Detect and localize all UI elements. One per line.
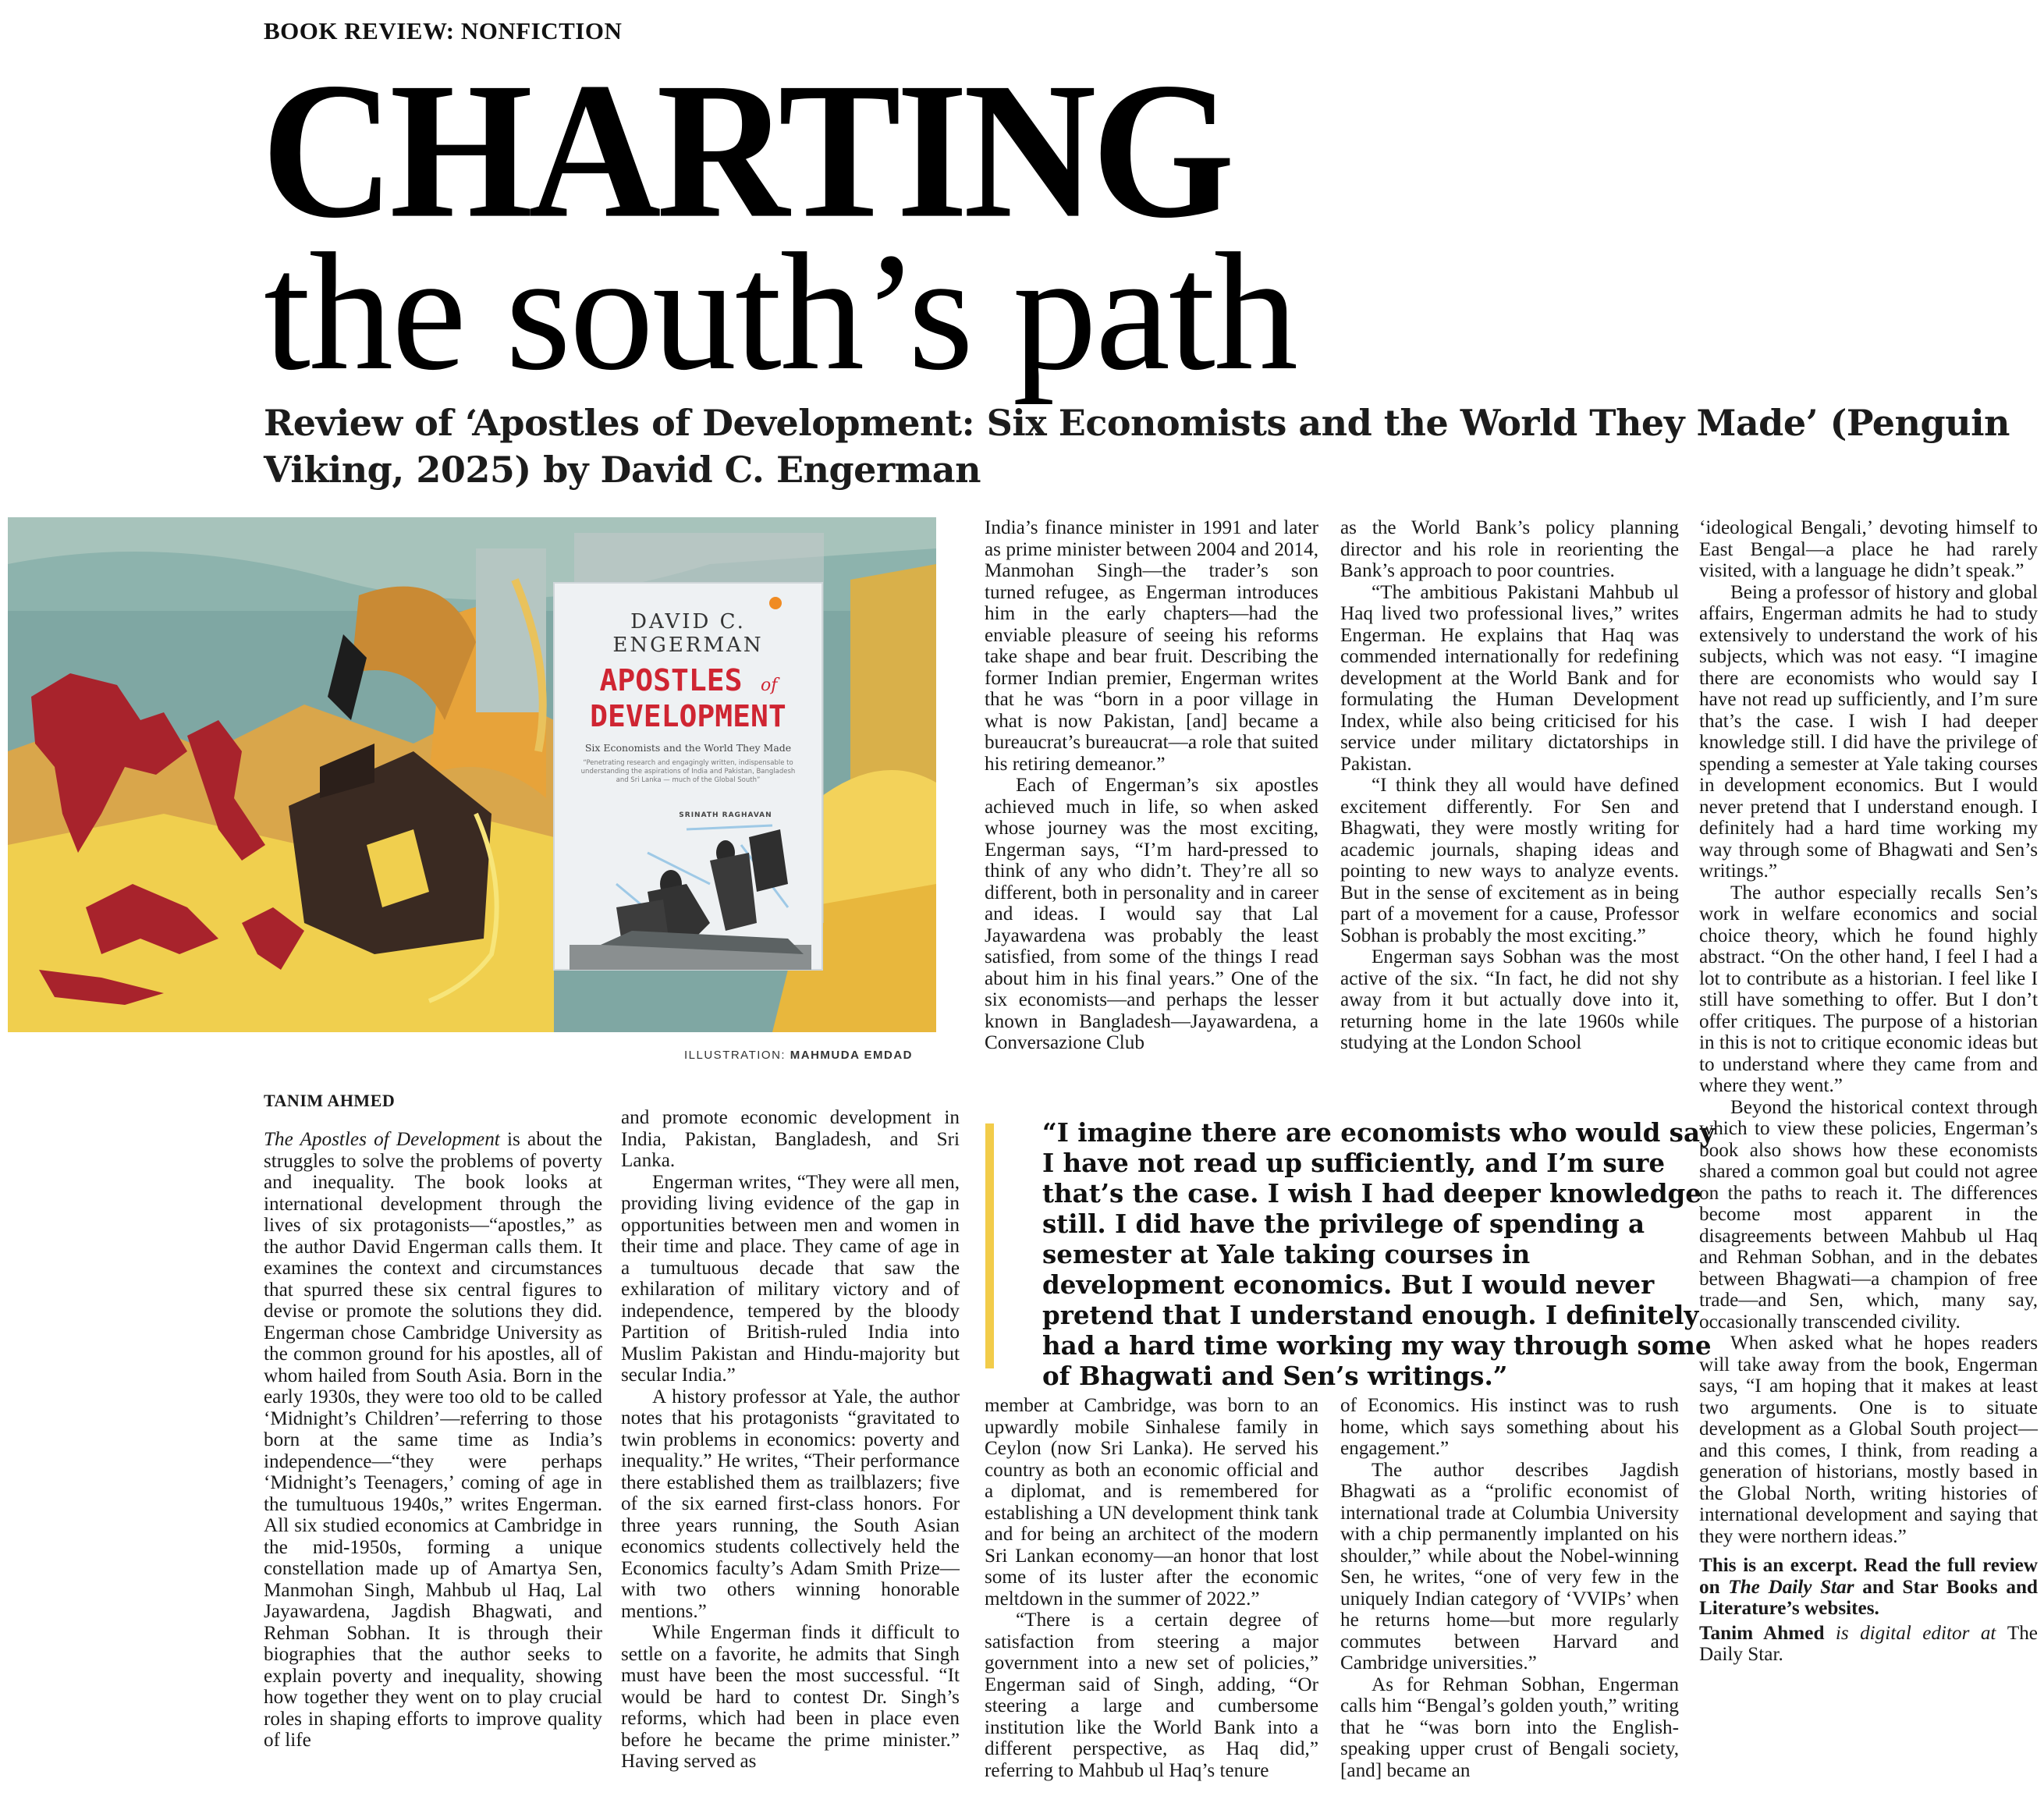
credit-name: MAHMUDA EMDAD: [790, 1049, 914, 1062]
book-title-italic: The Apostles of Development: [264, 1129, 500, 1150]
excerpt-note: [1699, 1555, 2038, 1620]
col3-paragraph-2: Each of Engerman’s six apostles achieved much in life, so when asked whose journey was the most exciting, Engerman says, “I’m hard-pressed to think of any who didn’t. They’re all so different, both in personality and in career and ideas. I would say that Lal Jayawardena was probably the least satisfied, from some of the things I read about him in his final years.” One of the six economists—and perhaps the lesser known in Bangladesh—Jayawardena, a Conversazione Club: [985, 775, 1318, 1053]
section-label: BOOK REVIEW: NONFICTION: [264, 17, 623, 44]
bio-publication: The Daily Star.: [1699, 1622, 2038, 1665]
cover-blurb-by: SRINATH RAGHAVAN: [679, 811, 772, 819]
excerpt-text-c: and Star Books and Literature’s websites.: [1699, 1576, 2039, 1619]
col2-paragraph-2: Engerman writes, “They were all men, providing living evidence of the gap in opportunities between men and women in their time and place. They came of age in a tumultuous decade that saw the exhilaration of military victory and of independence, tempered by the bloody Partition of British-ruled India into Muslim Pakistan and Hindu-majority but secular India.”: [621, 1171, 960, 1386]
col4b-paragraph-1: of Economics. His instinct was to rush home, which says something about his engagement.”: [1340, 1395, 1679, 1459]
article-column-2: [621, 1107, 960, 1773]
col4-paragraph-4: Engerman says Sobhan was the most active of the six. “In fact, he did not shy away from it but actually dove into it, returning home in the late 1960s while studying at the London School: [1340, 946, 1679, 1053]
col4-paragraph-1: as the World Bank’s policy planning director and his role in reorienting the Bank’s approach to poor countries.: [1340, 517, 1679, 581]
col4b-paragraph-3: As for Rehman Sobhan, Engerman calls him “Bengal’s golden youth,” writing that he “was born into the English-speaking upper crust of Bengali society, [and] became an: [1340, 1674, 1679, 1781]
cover-subtitle: Six Economists and the World They Made: [584, 742, 792, 754]
cover-title-of: of: [761, 676, 778, 695]
article-column-4-top: [1340, 517, 1679, 1054]
illustration-credit: [684, 1049, 913, 1062]
illustration: [8, 517, 936, 1032]
subheadline: Review of ‘Apostles of Development: Six Economists and the World They Made’ (Penguin Viking, 2025) by David C. Engerman: [264, 402, 2010, 491]
author-bio: [1699, 1623, 2038, 1666]
col5-paragraph-2: Being a professor of history and global affairs, Engerman admits he had to study extensively to understand the work of his subjects, which was not easy. “I imagine there are economists who would say I have not read up sufficiently, and I’m sure that’s the case. I wish I had deeper knowledge still. I did have the privilege of spending a semester at Yale taking courses in development economics. But I would never pretend that I understand enough. I definitely had a hard time working my way through some of Bhagwati and Sen’s writings.”: [1699, 581, 2038, 882]
article-column-1: [264, 1129, 602, 1752]
col4b-paragraph-2: The author describes Jagdish Bhagwati as a “prolific economist of international trade at Columbia University with a chip permanently implanted on his shoulder,” while about the Nobel-winning Sen, he writes, “one of very few in the uniquely Indian category of ‘VVIPs’ when he returns home—but more regularly commutes between Harvard and Cambridge universities.”: [1340, 1459, 1679, 1674]
illustration-artwork: [8, 517, 936, 1032]
col3-paragraph-1: India’s finance minister in 1991 and later as prime minister between 2004 and 2014, Manmohan Singh—the trader’s son turned refugee, as Engerman introduces him in the early chapters—had the enviable pleasure of seeing his reforms take shape and bear fruit. Describing the former Indian premier, Engerman writes that he was “born in a poor village in what is now Pakistan, [and] became a bureaucrat’s bureaucrat—a role that suited his retiring demeanor.”: [985, 517, 1318, 775]
cover-author-line-2: ENGERMAN: [612, 634, 764, 657]
credit-label: ILLUSTRATION:: [684, 1049, 786, 1062]
article-column-5: [1699, 517, 2038, 1666]
col2-paragraph-4: While Engerman finds it difficult to settle on a favorite, he admits that Singh must have been the most successful. “It would be hard to contest Dr. Singh’s reforms, which had been in place even before he became the prime minister.” Having served as: [621, 1622, 960, 1772]
article-column-4-bottom: [1340, 1395, 1679, 1781]
col1-paragraph: [264, 1129, 602, 1752]
col2-paragraph-3: A history professor at Yale, the author notes that his protagonists “gravitated to twin problems in economics: poverty and inequality.” He writes, “Their performance there established them as trailblazers; five of the six earned first-class honors. For three years running, the South Asian economics students collectively held the Economics faculty’s Adam Smith Prize—with two others winning honorable mentions.”: [621, 1386, 960, 1622]
pull-quote: “I imagine there are economists who would say I have not read up sufficiently, and I’m sure that’s the case. I wish I had deeper knowledge still. I did have the privilege of spending a semester at Yale taking courses in development economics. But I would never pretend that I understand enough. I definitely had a hard time working my way through some of Bhagwati and Sen’s writings.”: [1042, 1117, 1715, 1391]
byline: TANIM AHMED: [264, 1091, 396, 1110]
bio-role: is digital editor at: [1824, 1622, 2007, 1644]
cover-title-line-1: APOSTLES: [599, 663, 743, 697]
article-column-3-top: [985, 517, 1318, 1054]
col5-paragraph-4: Beyond the historical context through which to view these policies, Engerman’s book also shows how these economists shared a common goal but could not agree on the paths to reach it. The differences become most apparent in the disagreements between Mahbub ul Haq and Rehman Sobhan, and in the debates between Bhagwati—a champion of free trade—and Sen, which, many say, occasionally transcended civility.: [1699, 1096, 2038, 1333]
cover-blurb: “Penetrating research and engagingly written, indispensable to understanding the aspirations of India and Pakistan, Bangladesh and Sri Lanka — much of the Global South”: [580, 759, 796, 784]
col3b-paragraph-1: member at Cambridge, was born to an upwardly mobile Sinhalese family in Ceylon (now Sri Lanka). He served his country as both an economic official and a diplomat, and is remembered for establishing a UN development think tank and for being an architect of the modern Sri Lankan economy—an honor that lost some of its luster after the economic meltdown in the summer of 2022.”: [985, 1395, 1318, 1610]
col4-paragraph-3: “I think they all would have defined excitement differently. For Sen and Bhagwati, they were mostly writing for academic journals, shaping ideas and pointing to new ways to analyze events. But in the sense of excitement as in being part of a movement for a cause, Professor Sobhan is probably the most exciting.”: [1340, 775, 1679, 946]
pull-quote-bar: [985, 1123, 994, 1368]
col3b-paragraph-2: “There is a certain degree of satisfaction from steering a major government into a new set of policies,” Engerman said of Singh, adding, “Or steering a large and cumbersome institution like the World Bank into a different perspective, as Haq did,” referring to Mahbub ul Haq’s tenure: [985, 1610, 1318, 1781]
excerpt-text-a: This is an excerpt. Read the full review on: [1699, 1555, 2038, 1598]
col2-paragraph-1: and promote economic development in India, Pakistan, Bangladesh, and Sri Lanka.: [621, 1107, 960, 1171]
bio-name: Tanim Ahmed: [1699, 1622, 1825, 1644]
col5-paragraph-5: When asked what he hopes readers will take away from the book, Engerman says, “I am hoping that it makes at least two arguments. One is to situate development as a Global South project—and this comes, I think, from reading a generation of historians, mostly based in the Global North, writing histories of international development and saying that they were northern ideas.”: [1699, 1333, 2038, 1547]
article-column-3-bottom: [985, 1395, 1318, 1781]
col1-text: is about the struggles to solve the problems of poverty and inequality. The book looks at international development through the lives of six protagonists—“apostles,” as the author David Engerman calls them. It examines the context and circumstances that spurred these six central figures to devise or promote the solutions they did. Engerman chose Cambridge University as the common ground for his apostles, all of whom hailed from South Asia. Born in the early 1930s, they were too old to be called ‘Midnight’s Children’—referring to those born at the same time as India’s independence—“they were perhaps ‘Midnight’s Teenagers,’ coming of age in the tumultuous 1940s,” writes Engerman. All six studied economics at Cambridge in the mid-1950s, forming a unique constellation made up of Amartya Sen, Manmohan Singh, Mahbub ul Haq, Lal Jayawardena, Jagdish Bhagwati, and Rehman Sobhan. It is through their biographies that the author seeks to explain poverty and inequality, showing how together they went on to play crucial roles in shaping efforts to improve quality of life: [264, 1129, 602, 1751]
cover-author-line-1: DAVID C.: [630, 610, 746, 634]
excerpt-publication: The Daily Star: [1728, 1576, 1854, 1598]
headline-line-2: the south’s path: [264, 218, 1297, 405]
col4-paragraph-2: “The ambitious Pakistani Mahbub ul Haq lived two professional lives,” writes Engerman. He explains that Haq was commended internationally for redefining development at the World Bank and for formulating the Human Development Index, while also being criticised for his service under military dictatorships in Pakistan.: [1340, 581, 1679, 775]
col5-paragraph-1: ‘ideological Bengali,’ devoting himself to East Bengal—a place he had rarely visited, with a language he didn’t speak.”: [1699, 517, 2038, 581]
headline-line-1: CHARTING: [261, 43, 1230, 259]
cover-title-line-2: DEVELOPMENT: [590, 699, 786, 733]
col5-paragraph-3: The author especially recalls Sen’s work in welfare economics and social choice theory, which he found highly abstract. “On the other hand, I feel I had a lot to contribute as a historian. I feel like I still have something to offer. But I don’t offer critiques. The purpose of a historian in this is not to critique economic ideas but to understand where they came from and where they went.”: [1699, 882, 2038, 1096]
